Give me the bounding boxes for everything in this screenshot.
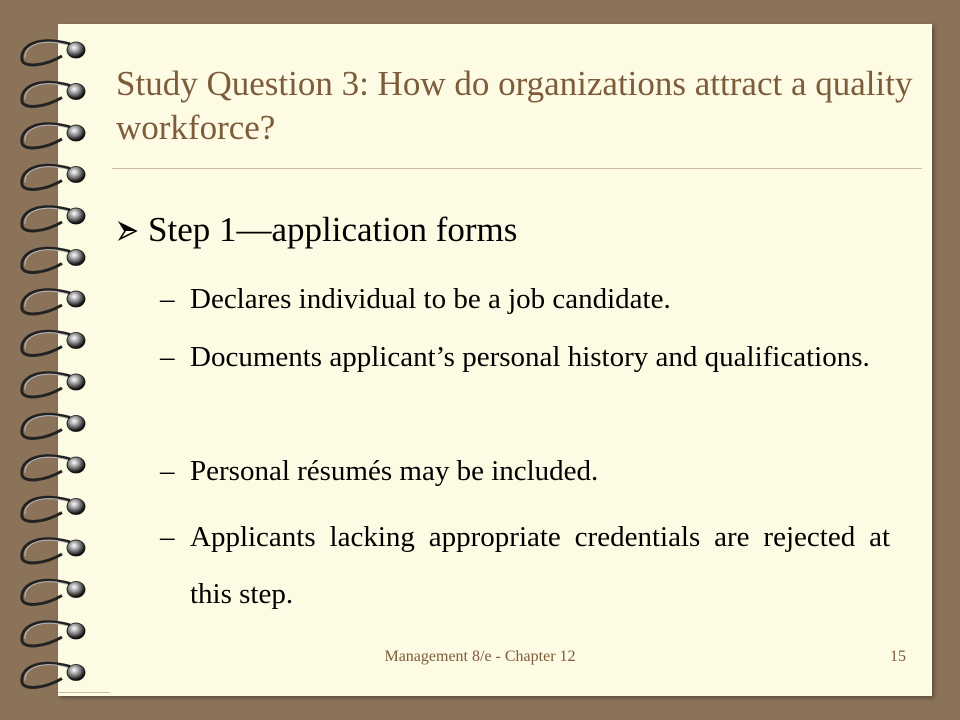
spiral-ring-knob: [67, 250, 85, 266]
spiral-coil: [22, 165, 70, 189]
footer-text: Management 8/e - Chapter 12: [384, 648, 576, 665]
dash-marker: –: [160, 283, 175, 315]
spiral-coil: [22, 41, 70, 65]
footer-divider: [58, 692, 110, 693]
sub-point-text: Documents applicant’s personal history and qualifications.: [190, 341, 870, 373]
spiral-coil: [22, 331, 70, 355]
spiral-coil: [22, 456, 70, 480]
spiral-coil: [22, 414, 70, 438]
spiral-ring-knob: [67, 42, 85, 58]
arrow-bullet-icon: [118, 221, 138, 241]
spiral-ring-knob: [67, 457, 85, 473]
spiral-ring-knob: [67, 291, 85, 307]
sub-point-text: Declares individual to be a job candidate.: [190, 283, 671, 315]
spiral-ring-knob: [67, 374, 85, 390]
sub-point-text: Applicants lacking appropriate credentials are rejected at this step.: [190, 521, 890, 610]
spiral-coil: [22, 663, 70, 687]
page-number: 15: [890, 648, 906, 665]
title-divider: [112, 168, 922, 169]
spiral-ring-knob: [67, 623, 85, 639]
spiral-ring-knob: [67, 333, 85, 349]
spiral-coil: [22, 124, 70, 148]
spiral-coil: [22, 248, 70, 272]
spiral-coil: [22, 497, 70, 521]
spiral-ring-knob: [67, 499, 85, 515]
spiral-coil: [22, 373, 70, 397]
spiral-ring-knob: [67, 665, 85, 681]
main-bullet-text: Step 1—application forms: [148, 210, 518, 249]
spiral-ring-knob: [67, 582, 85, 598]
dash-marker: –: [160, 341, 175, 373]
spiral-ring-knob: [67, 125, 85, 141]
spiral-coil: [22, 622, 70, 646]
dash-marker: –: [160, 455, 175, 487]
spiral-coil: [22, 207, 70, 231]
spiral-coil: [22, 290, 70, 314]
spiral-ring-knob: [67, 84, 85, 100]
spiral-coil: [22, 82, 70, 106]
sub-point-text: Personal résumés may be included.: [190, 455, 599, 487]
slide-title: Study Question 3: How do organizations attract a quality workforce?: [116, 64, 913, 147]
spiral-ring-knob: [67, 167, 85, 183]
spiral-binding-icon: [0, 0, 120, 720]
spiral-coil: [22, 580, 70, 604]
dash-marker: –: [160, 521, 175, 553]
spiral-coil: [22, 539, 70, 563]
spiral-ring-knob: [67, 208, 85, 224]
spiral-ring-knob: [67, 540, 85, 556]
spiral-ring-knob: [67, 416, 85, 432]
